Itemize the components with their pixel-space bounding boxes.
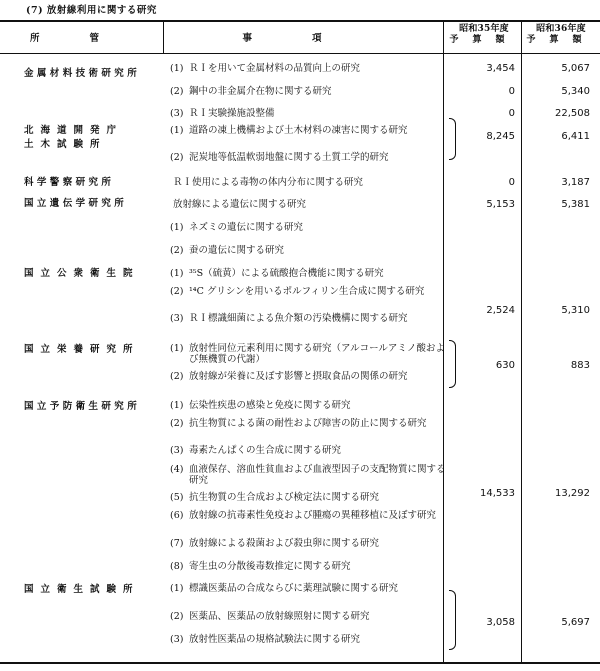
budget-35-value: 0 <box>508 86 515 97</box>
org-name-line: 北海道開発庁 <box>24 125 124 136</box>
budget-35-value: 630 <box>495 360 515 371</box>
budget-36-value: 5,381 <box>561 199 590 210</box>
item-text: 道路の凍上機構および土木材料の凍害に関する研究 <box>189 125 408 136</box>
budget-36-value: 3,187 <box>561 177 590 188</box>
table-bottom-rule <box>0 662 600 664</box>
budget-35-value: 0 <box>508 108 515 119</box>
research-item <box>170 152 448 163</box>
header-budget-35-label: 予算額 <box>449 35 519 45</box>
item-text: 抗生物質による菌の耐性および障害の防止に関する研究 <box>189 418 427 429</box>
item-number: (2) <box>170 418 184 429</box>
item-text: 血液保存、溶血性貧血および血液型因子の支配物質に関する研究 <box>189 464 446 486</box>
header-budget-36-label: 予算額 <box>526 35 596 45</box>
research-item <box>170 611 448 622</box>
item-text: 抗生物質の生合成および検定法に関する研究 <box>189 492 380 503</box>
item-text: ¹⁴C グリシンを用いるポルフィリン生合成に関する研究 <box>189 286 425 297</box>
header-bottom-rule <box>0 53 600 54</box>
header-budget-35 <box>447 24 521 46</box>
budget-36-value: 883 <box>570 360 590 371</box>
research-item <box>170 86 448 97</box>
budget-35-value: 8,245 <box>486 131 515 142</box>
item-number: (2) <box>170 371 184 382</box>
item-text: 放射線の抗毒素性免疫および腫瘍の異種移植に及ぼす研究 <box>189 510 437 521</box>
item-number: (1) <box>170 583 184 594</box>
budget-35-value: 0 <box>508 177 515 188</box>
research-item <box>170 245 448 256</box>
budget-36-value: 5,340 <box>561 86 590 97</box>
page-title: (7) 放射線利用に関する研究 <box>26 5 157 16</box>
item-text: 医薬品、医薬品の放射線照射に関する研究 <box>189 611 370 622</box>
item-number: (3) <box>170 445 184 456</box>
budget-35-value: 3,454 <box>486 63 515 74</box>
research-item <box>170 177 448 188</box>
research-item <box>170 371 448 382</box>
item-text: 鋼中の非金属介在物に関する研究 <box>189 86 332 97</box>
item-text: ³⁵S（硫黄）による硫酸抱合機能に関する研究 <box>189 268 384 279</box>
item-number: (3) <box>170 313 184 324</box>
budget-36-value: 5,310 <box>561 305 590 316</box>
budget-35-value: 3,058 <box>486 617 515 628</box>
item-number: (2) <box>170 86 184 97</box>
research-item <box>170 222 448 233</box>
org-name <box>24 197 154 211</box>
research-item <box>170 634 448 645</box>
item-number: (5) <box>170 492 184 503</box>
research-item <box>170 492 448 503</box>
research-item <box>170 313 448 324</box>
header-org: 所管 <box>30 33 150 44</box>
research-item <box>170 510 448 521</box>
item-text: ＲＩ実験操施設整備 <box>189 108 275 119</box>
item-number: (7) <box>170 538 184 549</box>
org-name <box>24 124 154 152</box>
org-name-line: 国立衛生試験所 <box>24 584 140 595</box>
item-text: 放射線による遺伝に関する研究 <box>173 199 307 210</box>
item-text: ＲＩ使用による毒物の体内分布に関する研究 <box>173 177 364 188</box>
org-name-line: 科学警察研究所 <box>24 177 115 188</box>
item-number: (1) <box>170 125 184 136</box>
table-top-rule <box>0 20 600 22</box>
org-name <box>24 176 154 190</box>
budget-36-value: 22,508 <box>555 108 590 119</box>
item-text: 放射性医薬品の規格試験法に関する研究 <box>189 634 361 645</box>
item-text: ネズミの遺伝に関する研究 <box>189 222 304 233</box>
org-name <box>24 343 154 357</box>
item-text: 泥炭地等低温軟弱地盤に関する土質工学的研究 <box>189 152 389 163</box>
item-text: ＲＩ標識細菌による魚介類の汚染機構に関する研究 <box>189 313 408 324</box>
budget-35-value: 5,153 <box>486 199 515 210</box>
item-number: (2) <box>170 245 184 256</box>
research-item <box>170 268 448 279</box>
header-budget-35-year: 昭和35年度 <box>459 24 509 34</box>
research-item <box>170 464 448 486</box>
item-number: (2) <box>170 152 184 163</box>
item-text: 蚕の遺伝に関する研究 <box>189 245 285 256</box>
item-text: 伝染性疾患の感染と免疫に関する研究 <box>189 400 351 411</box>
budget-36-value: 5,067 <box>561 63 590 74</box>
budget-35-value: 2,524 <box>486 305 515 316</box>
budget-35-value: 14,533 <box>480 488 515 499</box>
item-text: 標識医薬品の合成ならびに薬理試験に関する研究 <box>189 583 399 594</box>
item-number: (1) <box>170 63 184 74</box>
research-item <box>170 63 448 74</box>
research-item <box>170 561 448 572</box>
item-number: (4) <box>170 464 184 475</box>
header-budget-36 <box>524 24 598 46</box>
item-text: 放射線による殺菌および殺虫卵に関する研究 <box>189 538 380 549</box>
item-number: (6) <box>170 510 184 521</box>
budget-36-value: 5,697 <box>561 617 590 628</box>
column-divider <box>163 20 164 54</box>
org-name-line: 金属材料技術研究所 <box>24 68 141 79</box>
org-name-line: 国立予防衛生研究所 <box>24 401 141 412</box>
item-number: (1) <box>170 400 184 411</box>
item-number: (3) <box>170 108 184 119</box>
header-item: 事項 <box>242 33 382 44</box>
item-number: (1) <box>170 222 184 233</box>
research-item <box>170 125 448 136</box>
org-name <box>24 400 154 414</box>
org-name <box>24 67 154 81</box>
org-name-line: 国立栄養研究所 <box>24 344 140 355</box>
item-number: (2) <box>170 611 184 622</box>
research-item <box>170 445 448 456</box>
item-text: 放射線が栄養に及ぼす影響と摂取食品の関係の研究 <box>189 371 408 382</box>
org-name <box>24 583 154 597</box>
org-name-line: 国立遺伝学研究所 <box>24 198 128 209</box>
org-name-line: 国立公衆衛生院 <box>24 268 140 279</box>
item-number: (2) <box>170 286 184 297</box>
item-number: (3) <box>170 634 184 645</box>
research-item <box>170 583 448 594</box>
research-item <box>170 418 448 429</box>
research-item <box>170 400 448 411</box>
item-text: 寄生虫の分散後毒数推定に関する研究 <box>189 561 351 572</box>
research-item <box>170 199 448 210</box>
research-item <box>170 343 448 365</box>
org-name-line: 土木試験所 <box>24 139 107 150</box>
research-item <box>170 286 448 297</box>
org-name <box>24 267 154 281</box>
item-text: 放射性同位元素利用に関する研究（アルコールアミノ酸および無機質の代謝） <box>189 343 445 365</box>
research-item <box>170 538 448 549</box>
item-number: (8) <box>170 561 184 572</box>
budget-36-value: 6,411 <box>561 131 590 142</box>
item-text: ＲＩを用いて金属材料の品質向上の研究 <box>189 63 361 74</box>
item-number: (1) <box>170 343 184 354</box>
header-budget-36-year: 昭和36年度 <box>536 24 586 34</box>
item-number: (1) <box>170 268 184 279</box>
item-text: 毒素たんぱくの生合成に関する研究 <box>189 445 342 456</box>
budget-36-value: 13,292 <box>555 488 590 499</box>
research-item <box>170 108 448 119</box>
